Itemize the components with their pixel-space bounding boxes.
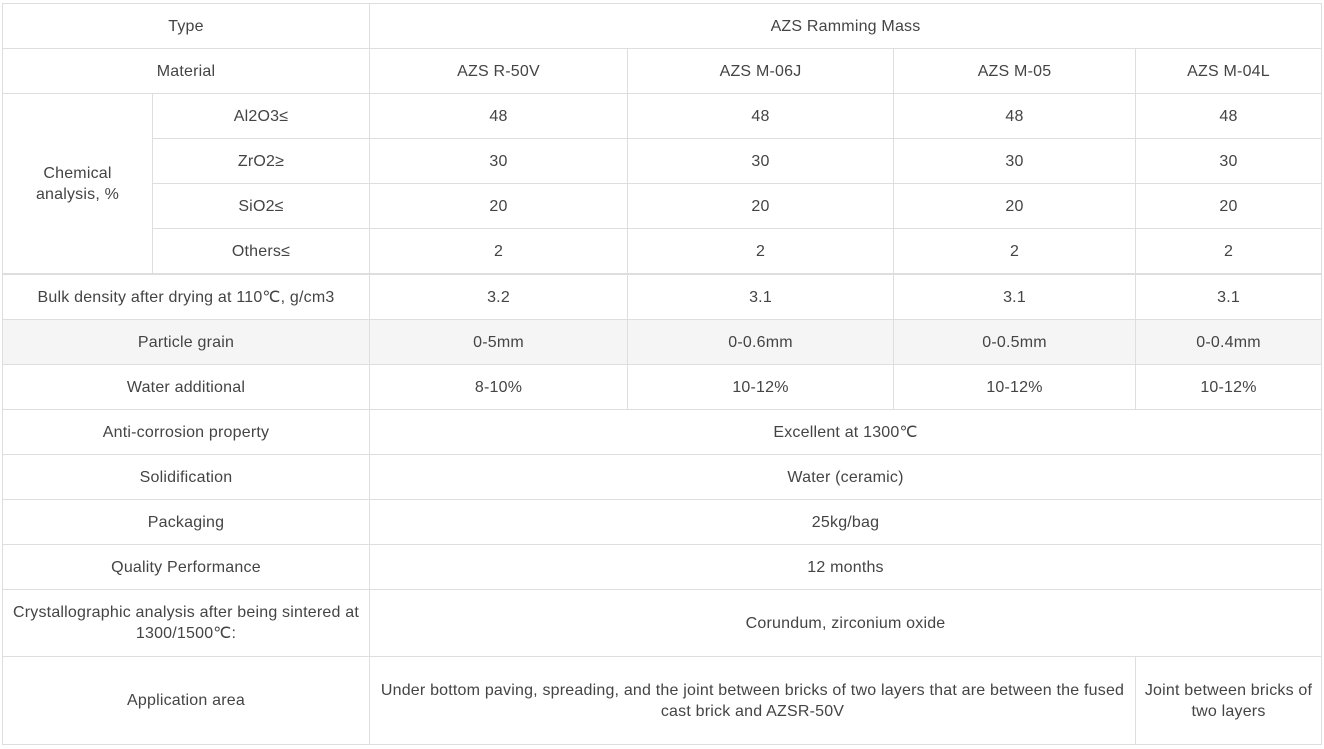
type-label: Type xyxy=(3,4,370,49)
table-row-bulk-density xyxy=(3,274,1322,320)
table-cell: 2 xyxy=(628,229,894,275)
row-label: SiO2≤ xyxy=(153,184,370,229)
table-row-sio2 xyxy=(3,184,1322,229)
row-label: Solidification xyxy=(3,455,370,500)
table-cell: 20 xyxy=(894,184,1136,229)
row-label: Particle grain xyxy=(3,320,370,365)
table-row-al2o3 xyxy=(3,94,1322,139)
material-cell: AZS M-06J xyxy=(628,49,894,94)
table-cell: Water (ceramic) xyxy=(370,455,1322,500)
table-cell: 48 xyxy=(370,94,628,139)
table-cell: 48 xyxy=(894,94,1136,139)
table-cell: 20 xyxy=(628,184,894,229)
spec-table xyxy=(2,3,1322,745)
table-cell: 30 xyxy=(370,139,628,184)
type-value: AZS Ramming Mass xyxy=(370,4,1322,49)
table-row-type xyxy=(3,4,1322,49)
table-cell: Excellent at 1300℃ xyxy=(370,410,1322,455)
table-cell: 25kg/bag xyxy=(370,500,1322,545)
row-label: Others≤ xyxy=(153,229,370,275)
row-label: Anti-corrosion property xyxy=(3,410,370,455)
table-cell: 0-0.5mm xyxy=(894,320,1136,365)
material-cell: AZS M-04L xyxy=(1136,49,1322,94)
table-cell: 30 xyxy=(628,139,894,184)
table-row-crystallographic xyxy=(3,590,1322,657)
table-cell: 20 xyxy=(370,184,628,229)
table-row-quality xyxy=(3,545,1322,590)
table-cell: Under bottom paving, spreading, and the joint between bricks of two layers that are between the fused cast brick and AZSR-50V xyxy=(370,657,1136,745)
table-cell: Joint between bricks of two layers xyxy=(1136,657,1322,745)
table-cell: 30 xyxy=(894,139,1136,184)
table-cell: 2 xyxy=(370,229,628,275)
table-cell: 3.1 xyxy=(1136,274,1322,320)
material-label: Material xyxy=(3,49,370,94)
table-cell: 0-0.6mm xyxy=(628,320,894,365)
table-row-anti-corrosion xyxy=(3,410,1322,455)
table-cell: 0-0.4mm xyxy=(1136,320,1322,365)
table-row-packaging xyxy=(3,500,1322,545)
table-row-material xyxy=(3,49,1322,94)
table-cell: Corundum, zirconium oxide xyxy=(370,590,1322,657)
row-label: Packaging xyxy=(3,500,370,545)
table-cell: 2 xyxy=(1136,229,1322,275)
table-row-zro2 xyxy=(3,139,1322,184)
table-cell: 10-12% xyxy=(628,365,894,410)
table-cell: 3.1 xyxy=(628,274,894,320)
table-cell: 48 xyxy=(628,94,894,139)
row-label: Water additional xyxy=(3,365,370,410)
table-row-particle-grain xyxy=(3,320,1322,365)
row-label: ZrO2≥ xyxy=(153,139,370,184)
chemical-analysis-label: Chemical analysis, % xyxy=(3,94,153,275)
row-label: Application area xyxy=(3,657,370,745)
material-cell: AZS M-05 xyxy=(894,49,1136,94)
table-cell: 20 xyxy=(1136,184,1322,229)
table-cell: 0-5mm xyxy=(370,320,628,365)
table-cell: 10-12% xyxy=(894,365,1136,410)
row-label: Al2O3≤ xyxy=(153,94,370,139)
row-label: Crystallographic analysis after being sintered at 1300/1500℃: xyxy=(3,590,370,657)
table-cell: 12 months xyxy=(370,545,1322,590)
table-cell: 8-10% xyxy=(370,365,628,410)
table-cell: 2 xyxy=(894,229,1136,275)
table-row-solidification xyxy=(3,455,1322,500)
table-cell: 10-12% xyxy=(1136,365,1322,410)
table-cell: 48 xyxy=(1136,94,1322,139)
table-row-application xyxy=(3,657,1322,745)
table-row-others xyxy=(3,229,1322,275)
table-cell: 3.2 xyxy=(370,274,628,320)
table-row-water-additional xyxy=(3,365,1322,410)
material-cell: AZS R-50V xyxy=(370,49,628,94)
table-cell: 30 xyxy=(1136,139,1322,184)
row-label: Quality Performance xyxy=(3,545,370,590)
row-label: Bulk density after drying at 110℃, g/cm3 xyxy=(3,274,370,320)
table-cell: 3.1 xyxy=(894,274,1136,320)
